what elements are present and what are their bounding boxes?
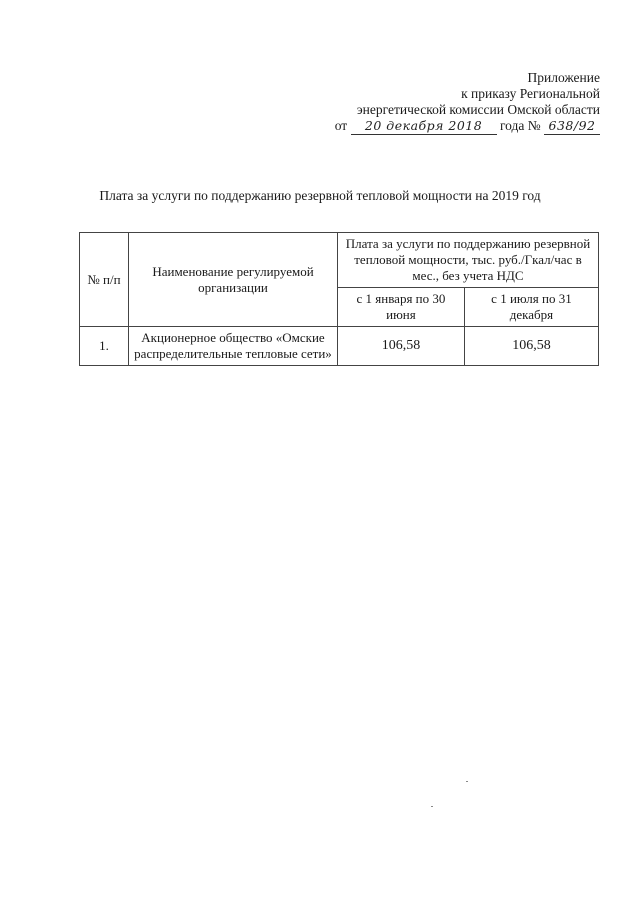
row-value-first-half: 106,58	[338, 327, 465, 366]
appendix-label: Приложение	[527, 70, 600, 85]
header-period-first-half: с 1 января по 30 июня	[338, 288, 465, 327]
commission-name: энергетической комиссии Омской области	[356, 102, 600, 117]
handwritten-date: 20 декабря 2018	[351, 118, 497, 135]
document-title: Плата за услуги по поддержанию резервной тепловой мощности на 2019 год	[99, 188, 541, 203]
handwritten-order-number: 638/92	[544, 118, 600, 135]
row-value-second-half: 106,58	[464, 327, 598, 366]
header-period-second-half: с 1 июля по 31 декабря	[464, 288, 598, 327]
table-header-row	[80, 233, 599, 288]
year-number-label: года №	[499, 118, 541, 133]
row-number: 1.	[80, 327, 129, 366]
row-organization: Акционерное общество «Омские распределительные тепловые сети»	[129, 327, 338, 366]
scan-speck	[431, 806, 433, 807]
order-date-line	[335, 118, 600, 135]
scan-speck	[466, 781, 468, 782]
header-fee: Плата за услуги по поддержанию резервной тепловой мощности, тыс. руб./Гкал/час в мес., без учета НДС	[338, 233, 599, 288]
order-reference: к приказу Региональной	[461, 86, 600, 101]
table-row	[80, 327, 599, 366]
appendix-header	[335, 70, 600, 135]
date-prefix: от	[334, 118, 348, 133]
header-organization: Наименование регулируемой организации	[129, 233, 338, 327]
tariff-table	[79, 232, 599, 366]
header-number: № п/п	[80, 233, 129, 327]
